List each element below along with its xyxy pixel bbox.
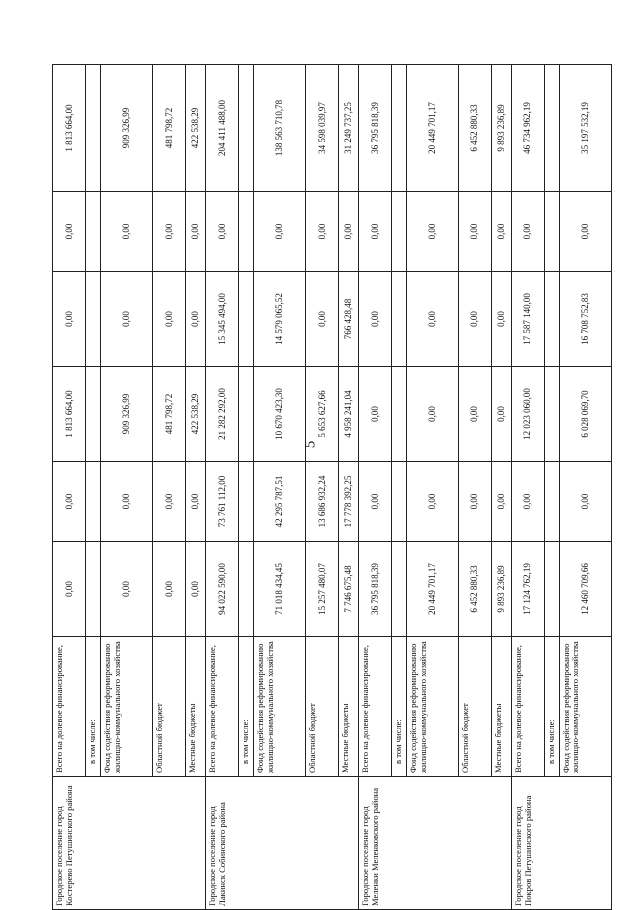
value-cell: 34 598 039,97 [305,65,338,192]
value-cell: 73 761 112,00 [205,462,238,542]
value-cell [86,65,101,192]
row-label-cell: Местные бюджеты [491,637,511,777]
value-cell: 31 249 737,25 [338,65,358,192]
row-label-cell: Фонд содействия реформированию жилищно-коммунального хозяйства [406,637,458,777]
row-label-cell: в том числе: [391,637,406,777]
value-cell [544,367,559,462]
value-cell: 0,00 [491,192,511,272]
value-cell: 0,00 [458,462,491,542]
value-cell: 35 197 532,19 [559,65,611,192]
value-cell: 6 452 880,33 [458,65,491,192]
value-cell: 46 734 962,19 [511,65,544,192]
value-cell [391,542,406,637]
value-cell: 0,00 [491,272,511,367]
value-cell: 481 798,72 [152,367,185,462]
value-cell: 42 295 787,51 [253,462,305,542]
value-cell [86,367,101,462]
value-cell [391,272,406,367]
value-cell: 9 893 236,89 [491,542,511,637]
row-label-cell: Фонд содействия реформированию жилищно-коммунального хозяйства [100,637,152,777]
value-cell: 17 778 392,25 [338,462,358,542]
funding-table [52,64,612,910]
value-cell: 422 538,29 [185,65,205,192]
value-cell: 0,00 [559,192,611,272]
value-cell: 909 326,99 [100,367,152,462]
value-cell [238,367,253,462]
value-cell: 0,00 [358,272,391,367]
value-cell: 0,00 [491,462,511,542]
value-cell: 17 587 140,00 [511,272,544,367]
value-cell: 13 686 932,24 [305,462,338,542]
value-cell: 0,00 [406,192,458,272]
value-cell: 4 958 241,04 [338,367,358,462]
value-cell: 0,00 [100,192,152,272]
value-cell [544,192,559,272]
value-cell: 0,00 [185,542,205,637]
value-cell: 0,00 [358,192,391,272]
value-cell: 20 449 701,17 [406,542,458,637]
value-cell: 0,00 [559,462,611,542]
value-cell: 0,00 [152,542,185,637]
row-label-cell: Фонд содействия реформированию жилищно-коммунального хозяйства [253,637,305,777]
rotated-table-container [52,65,590,910]
value-cell: 0,00 [205,192,238,272]
value-cell: 0,00 [185,192,205,272]
value-cell: 0,00 [53,462,86,542]
value-cell: 71 018 434,45 [253,542,305,637]
row-label-cell: Всего на долевое финансирование, [205,637,238,777]
value-cell [238,192,253,272]
value-cell: 909 326,99 [100,65,152,192]
value-cell: 0,00 [358,462,391,542]
value-cell: 17 124 762,19 [511,542,544,637]
value-cell: 6 028 069,70 [559,367,611,462]
value-cell [238,542,253,637]
value-cell: 0,00 [458,192,491,272]
value-cell: 0,00 [511,192,544,272]
value-cell: 204 411 488,00 [205,65,238,192]
value-cell [86,272,101,367]
value-cell: 0,00 [152,192,185,272]
value-cell [544,542,559,637]
value-cell: 36 795 818,39 [358,542,391,637]
value-cell: 0,00 [305,192,338,272]
value-cell [86,542,101,637]
value-cell: 0,00 [458,367,491,462]
value-cell: 21 282 292,00 [205,367,238,462]
value-cell: 422 538,29 [185,367,205,462]
table-row [511,65,544,910]
value-cell: 481 798,72 [152,65,185,192]
table-row [53,65,86,910]
row-label-cell: Областной бюджет [305,637,338,777]
value-cell: 0,00 [185,272,205,367]
row-label-cell: Всего на долевое финансирование, [358,637,391,777]
value-cell: 9 893 236,89 [491,65,511,192]
value-cell: 94 022 590,00 [205,542,238,637]
row-label-cell: в том числе: [86,637,101,777]
value-cell: 1 813 664,00 [53,367,86,462]
value-cell [238,65,253,192]
row-label-cell: Фонд содействия реформированию жилищно-коммунального хозяйства [559,637,611,777]
page-number: 5 [302,440,319,449]
value-cell: 0,00 [491,367,511,462]
value-cell: 0,00 [406,367,458,462]
value-cell: 10 670 423,30 [253,367,305,462]
table-row [358,65,391,910]
value-cell [391,462,406,542]
value-cell: 0,00 [53,192,86,272]
row-label-cell: в том числе: [544,637,559,777]
value-cell: 0,00 [305,272,338,367]
value-cell: 36 795 818,39 [358,65,391,192]
value-cell: 0,00 [406,272,458,367]
value-cell: 5 653 627,66 [305,367,338,462]
municipality-cell: Городское поселение город Меленки Меленковского района [358,777,511,910]
municipality-cell: Городское поселение город Лакинск Собинского района [205,777,358,910]
value-cell [86,462,101,542]
value-cell: 0,00 [100,272,152,367]
value-cell: 15 257 480,07 [305,542,338,637]
value-cell [238,462,253,542]
row-label-cell: Всего на долевое финансирование, [53,637,86,777]
value-cell: 138 563 710,78 [253,65,305,192]
value-cell: 20 449 701,17 [406,65,458,192]
value-cell [544,65,559,192]
value-cell: 0,00 [185,462,205,542]
row-label-cell: в том числе: [238,637,253,777]
value-cell: 0,00 [358,367,391,462]
value-cell: 1 813 664,00 [53,65,86,192]
value-cell [544,462,559,542]
value-cell: 766 428,48 [338,272,358,367]
value-cell: 0,00 [100,462,152,542]
value-cell: 6 452 880,33 [458,542,491,637]
value-cell: 0,00 [53,272,86,367]
value-cell [86,192,101,272]
value-cell [391,367,406,462]
value-cell: 0,00 [458,272,491,367]
row-label-cell: Областной бюджет [152,637,185,777]
table-body [53,65,612,910]
municipality-cell: Городское поселение город Костерево Петушинского района [53,777,206,910]
row-label-cell: Всего на долевое финансирование, [511,637,544,777]
value-cell: 15 345 494,00 [205,272,238,367]
row-label-cell: Местные бюджеты [338,637,358,777]
table-row [205,65,238,910]
value-cell: 12 460 709,66 [559,542,611,637]
row-label-cell: Местные бюджеты [185,637,205,777]
value-cell: 0,00 [53,542,86,637]
value-cell [391,65,406,192]
value-cell: 16 708 752,83 [559,272,611,367]
value-cell: 14 579 065,52 [253,272,305,367]
value-cell: 0,00 [100,542,152,637]
value-cell: 0,00 [511,462,544,542]
value-cell [238,272,253,367]
municipality-cell: Городское поселение город Покров Петушинского района [511,777,611,910]
value-cell: 7 746 675,48 [338,542,358,637]
value-cell: 12 023 060,00 [511,367,544,462]
value-cell [391,192,406,272]
value-cell: 0,00 [253,192,305,272]
value-cell [544,272,559,367]
value-cell: 0,00 [338,192,358,272]
row-label-cell: Областной бюджет [458,637,491,777]
value-cell: 0,00 [152,272,185,367]
value-cell: 0,00 [152,462,185,542]
value-cell: 0,00 [406,462,458,542]
